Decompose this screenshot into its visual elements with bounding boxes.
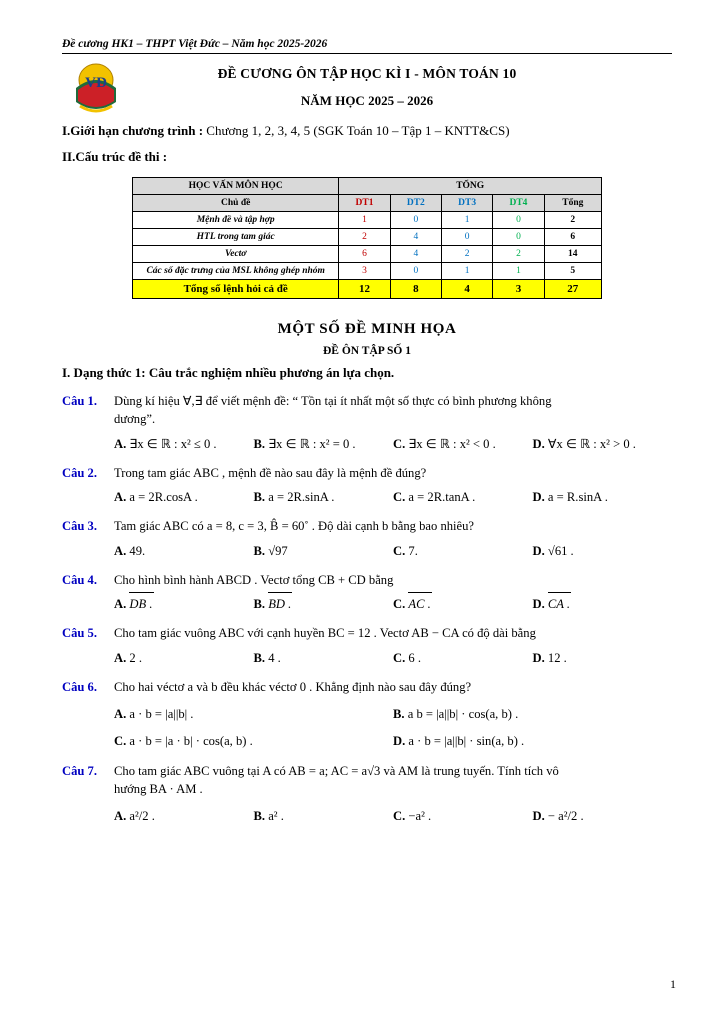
running-head: Đề cương HK1 – THPT Việt Đức – Năm học 2025-2026 xyxy=(62,38,672,54)
cell-dt4: 0 xyxy=(493,229,544,246)
option-b[interactable] xyxy=(254,649,394,667)
cell-dt4: 1 xyxy=(493,263,544,280)
option-a-letter: A. xyxy=(114,650,127,665)
option-c[interactable] xyxy=(393,542,533,560)
part-1-title: I. Dạng thức 1: Câu trắc nghiệm nhiều phương án lựa chọn. xyxy=(62,365,395,380)
section-scope-label: I.Giới hạn chương trình : xyxy=(62,123,204,138)
option-d[interactable] xyxy=(533,807,673,825)
question-7 xyxy=(62,762,672,826)
table-row xyxy=(133,212,602,229)
th-topic: Chủ đề xyxy=(133,195,339,212)
total-dt4: 3 xyxy=(493,280,544,299)
school-logo-icon xyxy=(70,62,122,118)
cell-dt1: 3 xyxy=(339,263,390,280)
exam-structure-table xyxy=(132,177,602,299)
page-title: ĐỀ CƯƠNG ÔN TẬP HỌC KÌ I - MÔN TOÁN 10 xyxy=(217,66,517,81)
option-c-letter: C. xyxy=(393,543,406,558)
th-total: Tổng xyxy=(544,195,601,212)
cell-total: 2 xyxy=(544,212,601,229)
option-a-text: a · b = |a||b| . xyxy=(129,707,194,721)
option-d[interactable] xyxy=(533,595,673,613)
option-d-letter: D. xyxy=(532,597,545,611)
option-b[interactable] xyxy=(393,705,672,723)
option-b-letter: B. xyxy=(253,597,266,611)
option-c-letter: C. xyxy=(393,597,406,611)
cell-dt1: 6 xyxy=(339,246,390,263)
question-4 xyxy=(62,571,672,614)
total-dt2: 8 xyxy=(390,280,441,299)
th-dt4: DT4 xyxy=(493,195,544,212)
question-6-options-row-1 xyxy=(114,705,672,723)
option-c-text: a = 2R.tanA . xyxy=(408,490,476,504)
option-d-text: 12 . xyxy=(547,650,567,665)
cell-dt4: 2 xyxy=(493,246,544,263)
option-b-letter: B. xyxy=(253,809,266,823)
th-dt2: DT2 xyxy=(390,195,441,212)
option-c-letter: C. xyxy=(393,650,406,665)
question-6-label: Câu 6. xyxy=(62,679,97,694)
option-a-letter: A. xyxy=(114,436,127,451)
option-b-text: ∃x ∈ ℝ : x² = 0 . xyxy=(268,436,356,451)
question-7-text-2: hướng BA · AM . xyxy=(114,781,203,796)
option-b-text: a = 2R.sinA . xyxy=(268,490,335,504)
question-7-options xyxy=(114,807,672,825)
option-c[interactable] xyxy=(393,488,533,506)
cell-total: 14 xyxy=(544,246,601,263)
option-b-letter: B. xyxy=(253,490,266,504)
option-d-letter: D. xyxy=(393,734,406,749)
question-1-options xyxy=(114,435,672,453)
th-subject: HỌC VẤN MÔN HỌC xyxy=(133,178,339,195)
table-header-row-1 xyxy=(133,178,602,195)
svg-text:VĐ: VĐ xyxy=(85,75,107,91)
option-b[interactable] xyxy=(254,542,394,560)
option-d-letter: D. xyxy=(532,809,545,823)
question-7-text: Cho tam giác ABC vuông tại A có AB = a; AC = a√3 và AM là trung tuyến. Tính tích vô xyxy=(114,763,559,778)
option-b[interactable] xyxy=(254,807,394,825)
option-a[interactable] xyxy=(114,595,254,613)
option-d-text: √61 . xyxy=(547,543,574,558)
option-d[interactable] xyxy=(533,542,673,560)
option-a[interactable] xyxy=(114,542,254,560)
option-b[interactable] xyxy=(254,595,394,613)
question-2-options xyxy=(114,488,672,506)
question-3-label: Câu 3. xyxy=(62,519,97,534)
cell-total: 6 xyxy=(544,229,601,246)
question-4-options xyxy=(114,595,672,613)
exam-subtitle: ĐỀ ÔN TẬP SỐ 1 xyxy=(323,345,411,357)
section-structure-label: II.Cấu trúc đề thi : xyxy=(62,149,168,164)
option-d-letter: D. xyxy=(532,490,545,504)
option-a-text: a = 2R.cosA . xyxy=(129,490,198,504)
option-b-text: 4 . xyxy=(268,650,281,665)
option-a-text: 49. xyxy=(129,543,146,558)
cell-dt2: 0 xyxy=(390,212,441,229)
option-c[interactable] xyxy=(393,649,533,667)
option-d[interactable] xyxy=(533,435,673,453)
row-topic: Vectơ xyxy=(133,246,339,263)
question-2-text: Trong tam giác ABC , mệnh đề nào sau đây là mệnh đề đúng? xyxy=(114,465,427,480)
option-a[interactable] xyxy=(114,807,254,825)
question-1-text: Dùng kí hiệu ∀,∃ để viết mệnh đề: “ Tồn tại ít nhất một số thực có bình phương không xyxy=(114,394,552,408)
option-d-text: a = R.sinA . xyxy=(547,490,608,504)
section-scope-value: Chương 1, 2, 3, 4, 5 (SGK Toán 10 – Tập 1 – KNTT&CS) xyxy=(206,123,510,138)
option-c[interactable] xyxy=(393,595,533,613)
table-row xyxy=(133,246,602,263)
question-3-text: Tam giác ABC có a = 8, c = 3, B̂ = 60˚ . Độ dài cạnh b bằng bao nhiêu? xyxy=(114,519,475,534)
option-a-letter: A. xyxy=(114,543,127,558)
page-subtitle: NĂM HỌC 2025 – 2026 xyxy=(300,93,434,108)
option-b-letter: B. xyxy=(253,650,266,665)
row-topic: Các số đặc trưng của MSL không ghép nhóm xyxy=(133,263,339,280)
cell-dt2: 4 xyxy=(390,246,441,263)
question-3 xyxy=(62,517,672,560)
option-d[interactable] xyxy=(533,649,673,667)
option-d[interactable] xyxy=(393,732,672,750)
option-b-text: BD . xyxy=(268,595,291,613)
option-a-letter: A. xyxy=(114,707,127,721)
option-c-text: a · b = |a · b| · cos(a, b) . xyxy=(129,734,253,749)
option-d-letter: D. xyxy=(532,543,545,558)
row-topic: Mệnh đề và tập hợp xyxy=(133,212,339,229)
option-d-text: ∀x ∈ ℝ : x² > 0 . xyxy=(547,436,636,451)
option-b-text: a b = |a||b| · cos(a, b) . xyxy=(407,707,519,721)
question-5-label: Câu 5. xyxy=(62,626,97,641)
option-c[interactable] xyxy=(393,435,533,453)
option-d-text: a · b = |a||b| · sin(a, b) . xyxy=(408,734,525,749)
option-b-text: √97 xyxy=(268,543,288,558)
option-b[interactable] xyxy=(254,488,394,506)
question-6-options-row-2 xyxy=(114,732,672,750)
question-2-label: Câu 2. xyxy=(62,465,97,480)
question-4-text: Cho hình bình hành ABCD . Vectơ tổng CB + CD bằng xyxy=(114,572,394,587)
table-total-row xyxy=(133,280,602,299)
exam-structure-table-wrapper xyxy=(132,177,602,299)
question-5-options xyxy=(114,649,672,667)
cell-dt3: 0 xyxy=(441,229,492,246)
option-b-text: a² . xyxy=(268,809,284,823)
option-d-text: − a²/2 . xyxy=(547,809,584,823)
option-c-text: 6 . xyxy=(408,650,421,665)
option-b-letter: B. xyxy=(253,543,266,558)
option-a-text: a²/2 . xyxy=(129,809,155,823)
cell-total: 5 xyxy=(544,263,601,280)
option-c-text: −a² . xyxy=(408,809,432,823)
question-6 xyxy=(62,678,672,751)
question-4-label: Câu 4. xyxy=(62,572,97,587)
option-b[interactable] xyxy=(254,435,394,453)
page-number: 1 xyxy=(670,977,676,991)
cell-dt4: 0 xyxy=(493,212,544,229)
section-scope xyxy=(62,123,672,139)
cell-dt2: 0 xyxy=(390,263,441,280)
option-a[interactable] xyxy=(114,435,254,453)
option-a-letter: A. xyxy=(114,597,127,611)
cell-dt1: 2 xyxy=(339,229,390,246)
total-dt3: 4 xyxy=(441,280,492,299)
option-a[interactable] xyxy=(114,649,254,667)
cell-dt2: 4 xyxy=(390,229,441,246)
option-b-letter: B. xyxy=(253,436,266,451)
total-label: Tổng số lệnh hỏi cả đề xyxy=(133,280,339,299)
question-1-label: Câu 1. xyxy=(62,394,97,408)
question-5 xyxy=(62,624,672,667)
question-5-text: Cho tam giác vuông ABC với cạnh huyền BC = 12 . Vectơ AB − CA có độ dài bằng xyxy=(114,626,536,641)
table-header-row-2 xyxy=(133,195,602,212)
option-a-text: ∃x ∈ ℝ : x² ≤ 0 . xyxy=(129,436,217,451)
th-dt1: DT1 xyxy=(339,195,390,212)
option-a[interactable] xyxy=(114,488,254,506)
option-c-text: 7. xyxy=(408,543,418,558)
question-3-options xyxy=(114,542,672,560)
exam-title: MỘT SỐ ĐỀ MINH HỌA xyxy=(277,321,457,337)
question-1-text-2: dương”. xyxy=(114,412,156,427)
title-block xyxy=(62,66,672,109)
option-c[interactable] xyxy=(114,732,393,750)
row-topic: HTL trong tam giác xyxy=(133,229,339,246)
option-a-letter: A. xyxy=(114,490,127,504)
option-d-letter: D. xyxy=(532,436,545,451)
option-d-letter: D. xyxy=(532,650,545,665)
option-c[interactable] xyxy=(393,807,533,825)
table-row xyxy=(133,263,602,280)
cell-dt3: 2 xyxy=(441,246,492,263)
th-dt3: DT3 xyxy=(441,195,492,212)
option-c-letter: C. xyxy=(393,809,406,823)
cell-dt3: 1 xyxy=(441,212,492,229)
total-sum: 27 xyxy=(544,280,601,299)
cell-dt3: 1 xyxy=(441,263,492,280)
question-2 xyxy=(62,464,672,507)
option-c-text: ∃x ∈ ℝ : x² < 0 . xyxy=(408,436,496,451)
option-a-text: DB . xyxy=(129,595,152,613)
cell-dt1: 1 xyxy=(339,212,390,229)
th-total-group: TỔNG xyxy=(339,178,602,195)
question-6-text: Cho hai véctơ a và b đều khác véctơ 0 . Khẳng định nào sau đây đúng? xyxy=(114,679,472,694)
option-a-letter: A. xyxy=(114,809,127,823)
option-c-text: AC . xyxy=(408,595,430,613)
option-d-text: CA . xyxy=(548,595,570,613)
table-row xyxy=(133,229,602,246)
total-dt1: 12 xyxy=(339,280,390,299)
option-a[interactable] xyxy=(114,705,393,723)
option-b-letter: B. xyxy=(393,707,405,721)
option-c-letter: C. xyxy=(114,734,127,749)
option-c-letter: C. xyxy=(393,490,406,504)
question-7-label: Câu 7. xyxy=(62,763,97,778)
question-1 xyxy=(62,392,672,453)
option-a-text: 2 . xyxy=(129,650,142,665)
option-c-letter: C. xyxy=(393,436,406,451)
option-d[interactable] xyxy=(533,488,673,506)
